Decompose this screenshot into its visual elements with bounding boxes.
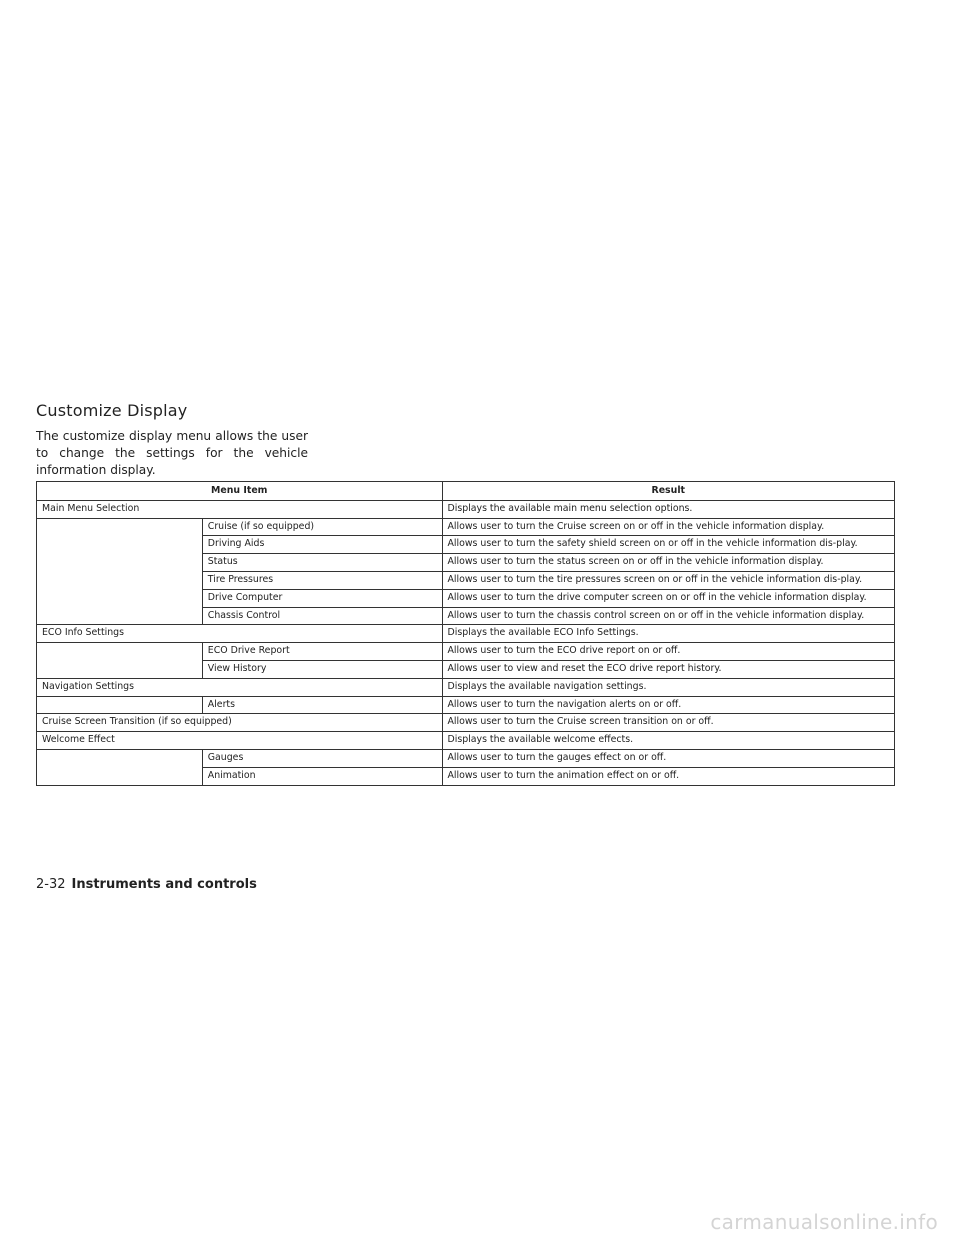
indent-cell — [37, 749, 203, 767]
table-header-row — [37, 482, 895, 501]
indent-cell — [37, 571, 203, 589]
customize-display-table — [36, 481, 895, 786]
indent-cell — [37, 554, 203, 572]
table-row — [37, 714, 895, 732]
sub-item-cell: Status — [202, 554, 442, 572]
chapter-title: Instruments and controls — [71, 877, 257, 892]
menu-item-cell: Cruise Screen Transition (if so equipped) — [37, 714, 443, 732]
indent-cell — [37, 589, 203, 607]
table-row — [37, 571, 895, 589]
result-cell: Allows user to turn the Cruise screen transition on or off. — [442, 714, 894, 732]
result-cell: Allows user to view and reset the ECO drive report history. — [442, 660, 894, 678]
result-cell: Allows user to turn the drive computer screen on or off in the vehicle information display. — [442, 589, 894, 607]
result-cell: Allows user to turn the status screen on or off in the vehicle information display. — [442, 554, 894, 572]
indent-cell — [37, 518, 203, 536]
sub-item-cell: Gauges — [202, 749, 442, 767]
indent-cell — [37, 536, 203, 554]
table-row — [37, 696, 895, 714]
table-row — [37, 536, 895, 554]
result-cell: Allows user to turn the tire pressures screen on or off in the vehicle information dis-play. — [442, 571, 894, 589]
sub-item-cell: Chassis Control — [202, 607, 442, 625]
indent-cell — [37, 607, 203, 625]
table-row — [37, 607, 895, 625]
result-cell: Displays the available welcome effects. — [442, 732, 894, 750]
sub-item-cell: Animation — [202, 767, 442, 785]
result-cell: Allows user to turn the animation effect on or off. — [442, 767, 894, 785]
table-row — [37, 625, 895, 643]
table-body — [37, 500, 895, 785]
table-row — [37, 589, 895, 607]
sub-item-cell: Driving Aids — [202, 536, 442, 554]
table-row — [37, 643, 895, 661]
indent-cell — [37, 696, 203, 714]
header-menu-item: Menu Item — [37, 482, 443, 501]
table-row — [37, 660, 895, 678]
menu-item-cell: Navigation Settings — [37, 678, 443, 696]
menu-item-cell: ECO Info Settings — [37, 625, 443, 643]
result-cell: Allows user to turn the ECO drive report on or off. — [442, 643, 894, 661]
result-cell: Allows user to turn the chassis control screen on or off in the vehicle information display. — [442, 607, 894, 625]
sub-item-cell: Cruise (if so equipped) — [202, 518, 442, 536]
sub-item-cell: Drive Computer — [202, 589, 442, 607]
table-row — [37, 749, 895, 767]
table-row — [37, 554, 895, 572]
result-cell: Allows user to turn the navigation alerts on or off. — [442, 696, 894, 714]
indent-cell — [37, 767, 203, 785]
table-row — [37, 678, 895, 696]
sub-item-cell: View History — [202, 660, 442, 678]
result-cell: Allows user to turn the Cruise screen on or off in the vehicle information display. — [442, 518, 894, 536]
section-title: Customize Display — [36, 401, 188, 420]
watermark: carmanualsonline.info — [710, 1210, 938, 1234]
indent-cell — [37, 643, 203, 661]
page-footer — [36, 877, 257, 892]
table-row — [37, 732, 895, 750]
menu-item-cell: Welcome Effect — [37, 732, 443, 750]
page-number: 2-32 — [36, 877, 66, 892]
header-result: Result — [442, 482, 894, 501]
result-cell: Allows user to turn the safety shield screen on or off in the vehicle information dis-play. — [442, 536, 894, 554]
result-cell: Displays the available ECO Info Settings. — [442, 625, 894, 643]
table-row — [37, 767, 895, 785]
result-cell: Displays the available main menu selection options. — [442, 500, 894, 518]
result-cell: Displays the available navigation settings. — [442, 678, 894, 696]
menu-item-cell: Main Menu Selection — [37, 500, 443, 518]
indent-cell — [37, 660, 203, 678]
result-cell: Allows user to turn the gauges effect on or off. — [442, 749, 894, 767]
table-row — [37, 518, 895, 536]
intro-paragraph: The customize display menu allows the user to change the settings for the vehicle information display. — [36, 429, 308, 477]
sub-item-cell: ECO Drive Report — [202, 643, 442, 661]
sub-item-cell: Alerts — [202, 696, 442, 714]
sub-item-cell: Tire Pressures — [202, 571, 442, 589]
table-row — [37, 500, 895, 518]
